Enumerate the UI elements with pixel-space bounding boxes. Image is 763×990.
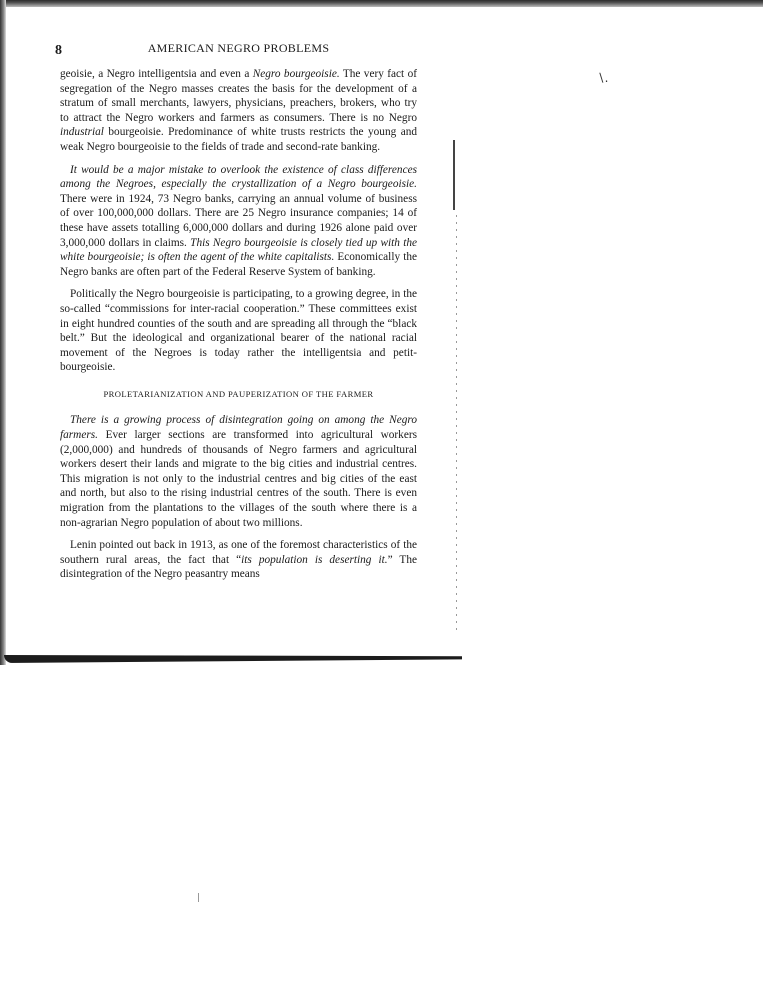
text-run: The very fact of segregation of the Negro masses creates the basis for the development of a stratum of small merchants, lawyers, physicians, preachers, brokers, who try to attract the Negro workers and farmers as consumers. There is no Negro — [60, 68, 417, 124]
page-number: 8 — [55, 43, 62, 58]
paragraph-2 — [60, 163, 417, 280]
section-heading: PROLETARIANIZATION AND PAUPERIZATION OF THE FARMER — [103, 388, 374, 399]
text-run: geoisie, a Negro intelligentsia and even a — [60, 68, 253, 80]
scan-speck: ∖. — [597, 71, 609, 85]
paragraph-3 — [60, 287, 417, 375]
paragraph-1 — [60, 67, 417, 155]
text-run: Economically the Negro banks are often part of the Federal Reserve System of banking. — [60, 251, 417, 278]
text-run: There were in 1924, 73 Negro banks, carrying an annual volume of business of over 100,000,000 dollars. There are 25 Negro insurance companies; 14 of these have assets totalling 6,000,000 dollars and during 1926 alone paid over 3,000,000 dollars in claims. — [60, 192, 417, 249]
italic-run: its population is deserting it. — [241, 553, 388, 566]
paragraph-4 — [60, 413, 417, 530]
text-run: ” The disintegration of the Negro peasantry means — [60, 553, 417, 581]
scan-mark — [198, 893, 199, 902]
text-run: bourgeoisie. Predominance of white trusts restricts the young and weak Negro bourgeoisie to the fields of trade and second-rate banking. — [60, 126, 417, 153]
scan-top-edge — [0, 0, 763, 7]
running-head: AMERICAN NEGRO PROBLEMS — [147, 41, 330, 55]
scan-left-edge — [0, 0, 6, 665]
page-body — [60, 67, 417, 590]
text-run: Ever larger sections are transformed into agricultural workers (2,000,000) and hundreds of thousands of Negro farmers and agricultural workers desert their lands and migrate to the big cities and industrial centres. This migration is not only to the industrial centres and big cities of the east and north, but also to the rising industrial centres of the south. There is even migration from the plantations to the villages of the south where there is a non-agrarian Negro population of about two millions. — [60, 429, 417, 529]
margin-dots — [456, 215, 457, 635]
text-run: Lenin pointed out back in 1913, as one of the foremost characteristics of the southern rural areas, the fact that “ — [60, 539, 417, 566]
page-bottom-rule — [4, 655, 462, 663]
italic-run: It would be a major mistake to overlook the existence of class differences among the Negroes, especially the crystallization of a Negro bourgeoisie. — [60, 163, 417, 191]
italic-run: This Negro bourgeoisie is closely tied up with the white bourgeoisie; is often the agent of the white capitalists. — [60, 236, 417, 264]
italic-run: Negro bourgeoisie. — [252, 68, 340, 80]
text-run: Politically the Negro bourgeoisie is participating, to a growing degree, in the so-called “commissions for inter-racial cooperation.” These committees exist in eight hundred counties of the south and are spreading all through the “black belt.” But the ideological and organizational bearer of the national racial movement of the Negroes is today rather the intelligentsia and petit-bourgeoisie. — [60, 288, 417, 374]
margin-mark — [453, 140, 455, 210]
italic-run: There is a growing process of disintegration going on among the Negro farmers. — [60, 414, 417, 442]
paragraph-5 — [60, 538, 417, 582]
italic-run: industrial — [60, 126, 104, 139]
